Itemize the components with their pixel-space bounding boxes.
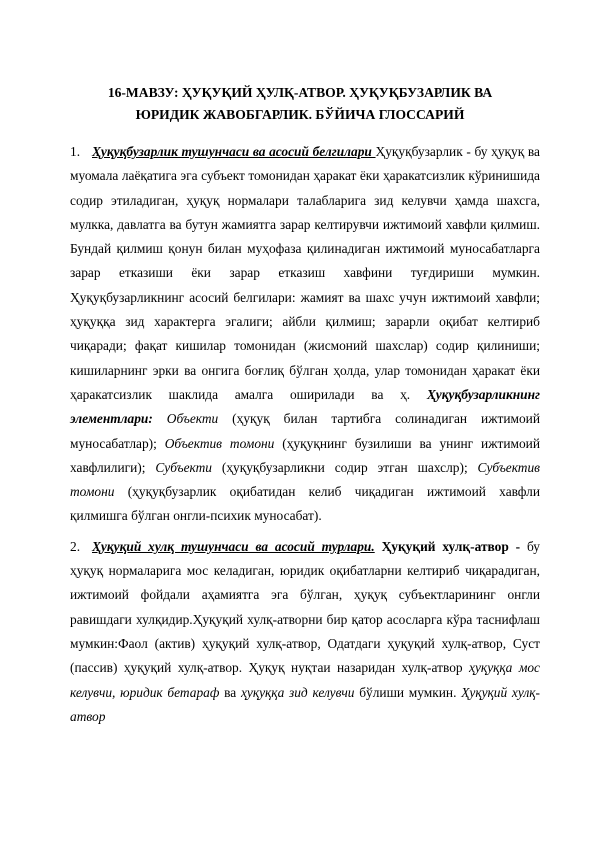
paragraph-section-2 xyxy=(70,535,540,729)
term-subjective-side: Субъектив томони xyxy=(70,459,540,500)
italic-phrase-3: Ҳуқуқий хулқ-атвор xyxy=(70,684,541,724)
paragraph-text-2: ва xyxy=(219,684,241,700)
paragraph-text: бу ҳуқуқ нормаларига мос келадиган, юридик оқибатларни келтириб чиқарадиган, ижтимоий фойдали аҳамиятга эга бўлган, ҳуқуқ субъектларининг онгли равишдаги хулқидир.Ҳуқуқий хулқ-атворни бир қатор асосларга кўра таснифлаш мумкин:Фаол (актив) ҳуқуқий хулқ-атвор, Одатдаги ҳуқуқий хулқ-атвор, Суст (пассив) ҳуқуқий хулқ-атвор. Ҳуқуқ нуқтаи назаридан хулқ-атвор xyxy=(70,538,540,676)
italic-phrase-1: ҳуқуққа мос келувчи, юридик бетараф xyxy=(70,660,540,700)
paragraph-text-3: бўлиши мумкин. xyxy=(354,684,462,700)
section-number: 2. xyxy=(70,538,81,554)
paragraph-section-1 xyxy=(70,140,540,529)
term-subject: Субъекти xyxy=(155,459,212,475)
section-number: 1. xyxy=(70,144,81,159)
term-objective-side-text: (ҳуқуқнинг бузилиши ва унинг ижтимоий хавфлилиги); xyxy=(70,435,540,475)
section-heading: Ҳуқуқбузарлик тушунчаси ва асосий белгилари xyxy=(92,144,376,159)
elements-heading: Ҳуқуқбузарликнинг элементлари: xyxy=(70,386,540,427)
title-line-2: ЮРИДИК ЖАВОБГАРЛИК. БЎЙИЧА ГЛОССАРИЙ xyxy=(135,107,465,122)
italic-phrase-2: ҳуқуққа зид келувчи xyxy=(240,684,355,700)
page-title xyxy=(70,82,530,126)
term-objective-side: Объектив томони xyxy=(164,435,275,451)
term-subject-text: (ҳуқуқбузарликни содир этган шахслр); xyxy=(211,459,478,475)
document-body xyxy=(70,140,540,729)
section-heading: Ҳуқуқий хулқ тушунчаси ва асосий турлари. xyxy=(92,538,375,554)
term-object-text: (ҳуқуқ билан тартибга солинадиган ижтимоий муносабатлар); xyxy=(70,411,540,451)
term-legal-behavior: Ҳуқуқий хулқ-атвор - xyxy=(374,538,521,554)
paragraph-text: Ҳуқуқбузарлик - бу ҳуқуқ ва муомала лаёқатига эга субъект томонидан ҳаракат ёки ҳаракатсизлик кўринишида содир этиладиган, ҳуқуқ нормалари талабларига зид келувчи ҳамда шахсга, мулкка, давлатга ва бутун жамиятга зарар келтирувчи ижтимоий хавфли қилмиш. Бундай қилмиш қонун билан муҳофаза қилинадиган ижтимоий муносабатларга зарар етказиши ёки зарар етказиш хавфини туғдириши мумкин. Ҳуқуқбузарликнинг асосий белгилари: жамият ва шахс учун ижтимоий хавфли; ҳуқуққа зид характерга эгалиги; айбли қилмиш; зарарли оқибат келтириб чиқаради; фақат кишилар томонидан (жисмоний шахслар) содир қилиниши; кишиларнинг эрки ва онгига боғлиқ бўлган ҳолда, улар томонидан ҳаракат ёки ҳаракатсизлик шаклида амалга оширилади ва ҳ. xyxy=(70,144,540,402)
term-object: Объекти xyxy=(166,411,219,427)
title-line-1: 16-МАВЗУ: ҲУҚУҚИЙ ҲУЛҚ-АТВОР. ҲУҚУҚБУЗАРЛИК ВА xyxy=(107,85,493,100)
term-subjective-side-text: (ҳуқуқбузарлик оқибатидан келиб чиқадиган ижтимоий хавфли қилмишга бўлган онгли-психик муносабат). xyxy=(70,484,540,524)
